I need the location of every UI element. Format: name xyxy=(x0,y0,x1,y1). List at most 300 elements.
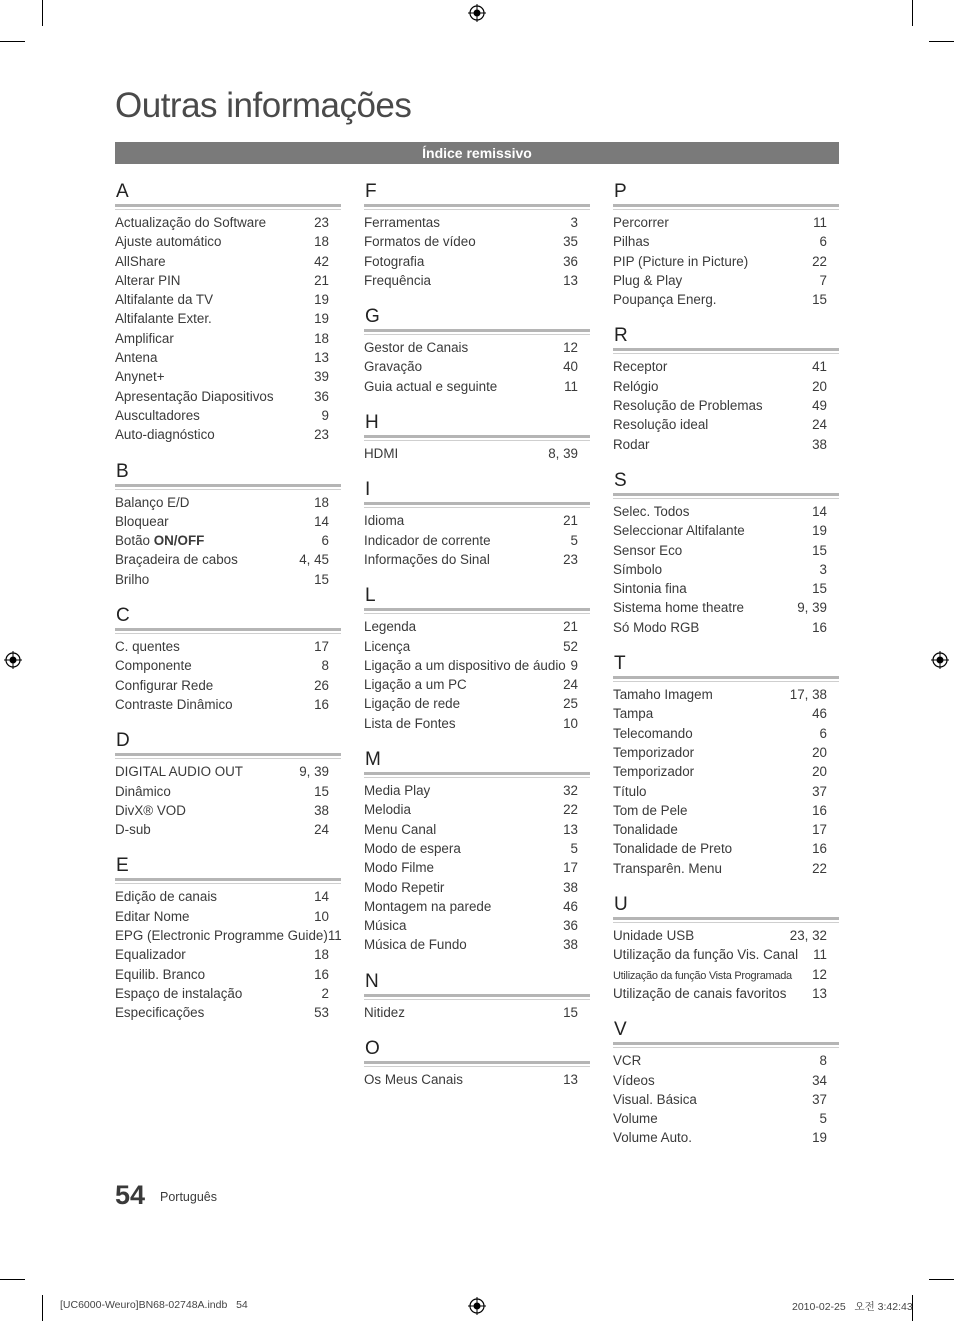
index-page-ref: 15 xyxy=(563,1004,578,1020)
index-term-text: Sensor Eco xyxy=(613,542,683,558)
index-entry xyxy=(613,579,839,598)
index-page-ref: 17 xyxy=(563,860,578,876)
crop-mark xyxy=(0,1279,25,1280)
index-term-text: Visual. Básica xyxy=(613,1091,697,1107)
divider xyxy=(364,999,590,1000)
index-entry xyxy=(364,617,590,636)
index-entry xyxy=(364,1003,590,1022)
index-term-text: Formatos de vídeo xyxy=(364,234,476,250)
index-entry xyxy=(613,820,839,839)
index-letter-heading: O xyxy=(364,1037,590,1064)
index-term-bold: ON/OFF xyxy=(153,533,205,549)
index-term-text: Tampa xyxy=(613,706,654,722)
index-term xyxy=(364,377,497,396)
index-entry xyxy=(613,859,839,878)
index-term-text: Volume xyxy=(613,1111,658,1127)
index-page-ref: 16 xyxy=(812,841,827,857)
index-term-text: Idioma xyxy=(364,513,405,529)
divider xyxy=(613,209,839,210)
index-page-ref: 13 xyxy=(812,985,827,1001)
page-number: 54 xyxy=(115,1180,146,1210)
index-entry xyxy=(115,945,341,964)
index-letter-heading: M xyxy=(364,748,590,775)
divider xyxy=(613,681,839,682)
index-term xyxy=(115,232,221,251)
index-page-ref: 6 xyxy=(819,725,827,741)
index-entry xyxy=(364,252,590,271)
index-term xyxy=(613,685,713,704)
page-language: Português xyxy=(160,1190,217,1204)
index-term-text: Melodia xyxy=(364,802,411,818)
section-header: Índice remissivo xyxy=(115,142,839,164)
index-entry xyxy=(115,271,341,290)
divider xyxy=(115,209,341,210)
index-term xyxy=(613,762,694,781)
index-page-ref: 16 xyxy=(314,696,329,712)
index-term-text: Brilho xyxy=(115,571,150,587)
index-term xyxy=(115,984,242,1003)
index-term xyxy=(364,935,467,954)
index-term-text: Nitidez xyxy=(364,1004,405,1020)
divider xyxy=(613,498,839,499)
index-group xyxy=(364,584,590,733)
index-term-text: Tonalidade de Preto xyxy=(613,841,733,857)
index-term xyxy=(613,926,694,945)
index-term-text: Bloquear xyxy=(115,513,169,529)
index-page-ref: 14 xyxy=(812,503,827,519)
index-entry xyxy=(613,1090,839,1109)
index-term xyxy=(613,377,658,396)
index-term-text: Ligação de rede xyxy=(364,696,461,712)
index-page-ref: 49 xyxy=(812,398,827,414)
index-term xyxy=(613,579,687,598)
index-page-ref: 20 xyxy=(812,764,827,780)
index-term-text: Altifalante da TV xyxy=(115,292,214,308)
index-term xyxy=(364,916,406,935)
index-term xyxy=(115,695,233,714)
index-term-text: Informações do Sinal xyxy=(364,551,490,567)
index-entry xyxy=(613,1128,839,1147)
index-term xyxy=(115,926,328,945)
index-term-text: Utilização da função Vista Programada xyxy=(613,969,792,982)
index-term xyxy=(115,965,205,984)
index-term-text: Configurar Rede xyxy=(115,677,214,693)
index-term xyxy=(613,1109,658,1128)
index-page-ref: 25 xyxy=(563,696,578,712)
crop-mark xyxy=(929,1279,954,1280)
index-letter-heading: D xyxy=(115,729,341,756)
index-term-text: Altifalante Exter. xyxy=(115,311,212,327)
index-entry xyxy=(115,570,341,589)
index-page-ref: 5 xyxy=(570,532,578,548)
index-group xyxy=(613,1018,839,1147)
index-term xyxy=(613,859,722,878)
index-entry xyxy=(613,271,839,290)
index-group xyxy=(364,1037,590,1089)
index-page-ref: 20 xyxy=(812,378,827,394)
index-page-ref: 17 xyxy=(812,822,827,838)
index-term xyxy=(115,676,213,695)
index-term-text: Guia actual e seguinte xyxy=(364,378,498,394)
index-entry xyxy=(115,820,341,839)
print-slug-timestamp: 2010-02-25 오전 3:42:43 xyxy=(792,1301,913,1313)
index-entry xyxy=(613,252,839,271)
index-term xyxy=(613,1128,692,1147)
index-entry xyxy=(364,935,590,954)
index-page-ref: 9, 39 xyxy=(299,764,329,780)
index-term xyxy=(115,945,186,964)
index-page-ref: 24 xyxy=(314,822,329,838)
index-group xyxy=(613,469,839,637)
index-page-ref: 23 xyxy=(314,427,329,443)
index-page-ref: 9 xyxy=(321,407,329,423)
divider xyxy=(115,489,341,490)
index-entry xyxy=(115,493,341,512)
index-term xyxy=(364,357,422,376)
index-group xyxy=(364,748,590,955)
index-entry xyxy=(115,232,341,251)
index-page-ref: 5 xyxy=(570,840,578,856)
index-term-text: Os Meus Canais xyxy=(364,1072,463,1088)
index-term xyxy=(364,511,404,530)
index-entry xyxy=(364,800,590,819)
index-group xyxy=(364,478,590,569)
index-term-text: Edição de canais xyxy=(115,889,217,905)
index-term-text: Auscultadores xyxy=(115,407,200,423)
index-term xyxy=(115,387,274,406)
index-term xyxy=(115,348,157,367)
index-letter-heading: L xyxy=(364,584,590,611)
index-entry xyxy=(115,531,341,550)
index-term-text: Pilhas xyxy=(613,234,650,250)
index-entry xyxy=(364,232,590,251)
index-term-text: Sistema home theatre xyxy=(613,600,744,616)
index-term xyxy=(115,762,243,781)
crop-mark xyxy=(42,1295,43,1321)
index-entry xyxy=(364,714,590,733)
index-page-ref: 42 xyxy=(314,253,329,269)
index-term-text: Relógio xyxy=(613,378,659,394)
index-page-ref: 6 xyxy=(321,533,329,549)
index-entry xyxy=(613,762,839,781)
index-entry xyxy=(364,916,590,935)
index-term-text: Seleccionar Altifalante xyxy=(613,523,745,539)
divider xyxy=(364,209,590,210)
crop-mark xyxy=(0,41,25,42)
divider xyxy=(364,613,590,614)
index-column-3 xyxy=(613,180,839,1163)
index-term-text: Ajuste automático xyxy=(115,234,222,250)
index-page-ref: 16 xyxy=(812,619,827,635)
index-entry xyxy=(613,801,839,820)
index-entry xyxy=(364,878,590,897)
index-term xyxy=(613,598,744,617)
index-page-ref: 23, 32 xyxy=(789,928,827,944)
index-page-ref: 32 xyxy=(563,783,578,799)
index-group xyxy=(613,324,839,453)
index-term xyxy=(115,213,266,232)
index-group xyxy=(115,729,341,839)
index-term-text: Equilib. Branco xyxy=(115,966,206,982)
index-term xyxy=(364,839,461,858)
index-term-text: Dinâmico xyxy=(115,783,171,799)
index-page-ref: 14 xyxy=(314,889,329,905)
index-entry xyxy=(115,252,341,271)
index-term xyxy=(613,396,763,415)
index-term-text: Alterar PIN xyxy=(115,272,181,288)
index-page-ref: 18 xyxy=(314,234,329,250)
index-entry xyxy=(613,1051,839,1070)
index-term-text: Gestor de Canais xyxy=(364,340,469,356)
index-page-ref: 20 xyxy=(812,744,827,760)
index-term xyxy=(613,213,669,232)
index-page-ref: 36 xyxy=(563,918,578,934)
index-page-ref: 3 xyxy=(570,215,578,230)
index-page-ref: 13 xyxy=(563,821,578,837)
index-term-text: Título xyxy=(613,783,647,799)
index-group xyxy=(115,604,341,714)
index-page-ref: 8, 39 xyxy=(548,446,578,462)
index-page-ref: 22 xyxy=(563,802,578,818)
index-page-ref: 40 xyxy=(563,359,578,375)
index-term xyxy=(613,820,678,839)
index-page-ref: 6 xyxy=(819,234,827,250)
index-entry xyxy=(115,926,341,945)
index-term-text: Braçadeira de cabos xyxy=(115,552,238,568)
index-term xyxy=(115,309,212,328)
index-entry xyxy=(115,329,341,348)
index-entry xyxy=(613,213,839,232)
index-term-text: Tamaho Imagem xyxy=(613,687,713,703)
index-page-ref: 38 xyxy=(812,436,827,452)
index-entry xyxy=(364,271,590,290)
index-term xyxy=(115,290,213,309)
index-entry xyxy=(115,984,341,1003)
index-term xyxy=(364,1003,405,1022)
divider xyxy=(364,334,590,335)
index-term xyxy=(613,1051,641,1070)
index-page-ref: 15 xyxy=(314,783,329,799)
index-column-2 xyxy=(364,180,590,1104)
index-entry xyxy=(613,415,839,434)
index-term-text: Actualização do Software xyxy=(115,215,267,230)
index-entry xyxy=(364,839,590,858)
index-page-ref: 14 xyxy=(314,513,329,529)
index-term-text: Editar Nome xyxy=(115,908,190,924)
index-page-ref: 13 xyxy=(563,1072,578,1088)
index-term-text: Temporizador xyxy=(613,744,695,760)
index-term-text: Lista de Fontes xyxy=(364,715,456,731)
index-term xyxy=(613,415,708,434)
index-page-ref: 13 xyxy=(314,350,329,366)
index-page-ref: 3 xyxy=(819,561,827,577)
index-term xyxy=(115,252,166,271)
index-page-ref: 38 xyxy=(314,802,329,818)
crop-mark xyxy=(929,41,954,42)
index-letter-heading: S xyxy=(613,469,839,496)
index-entry xyxy=(364,550,590,569)
index-entry xyxy=(364,820,590,839)
divider xyxy=(115,633,341,634)
index-entry xyxy=(115,1003,341,1022)
index-term xyxy=(613,435,649,454)
index-entry xyxy=(364,444,590,463)
index-term-text: C. quentes xyxy=(115,639,180,655)
index-term xyxy=(364,714,456,733)
index-entry xyxy=(613,435,839,454)
index-page-ref: 21 xyxy=(563,513,578,529)
divider xyxy=(115,758,341,759)
index-term-text: Música xyxy=(364,918,407,934)
index-term-text: Modo Filme xyxy=(364,860,434,876)
index-term-text: Volume Auto. xyxy=(613,1130,692,1146)
index-page-ref: 19 xyxy=(314,292,329,308)
index-term xyxy=(115,493,189,512)
index-page-ref: 15 xyxy=(812,542,827,558)
index-term-text: Receptor xyxy=(613,359,668,375)
index-letter-heading: V xyxy=(613,1018,839,1045)
index-entry xyxy=(613,724,839,743)
index-term xyxy=(115,512,169,531)
index-letter-heading: P xyxy=(613,180,839,207)
index-term-text: Resolução de Problemas xyxy=(613,398,763,414)
index-term-text: Percorrer xyxy=(613,215,669,230)
index-entry xyxy=(613,704,839,723)
divider xyxy=(115,883,341,884)
index-group xyxy=(613,893,839,1003)
index-entry xyxy=(613,1109,839,1128)
index-term xyxy=(364,656,566,675)
index-term-text: Vídeos xyxy=(613,1072,655,1088)
index-entry xyxy=(115,348,341,367)
index-entry xyxy=(364,377,590,396)
index-page-ref: 17, 38 xyxy=(789,687,827,703)
index-page-ref: 12 xyxy=(563,340,578,356)
index-term xyxy=(115,656,192,675)
index-term xyxy=(364,781,430,800)
index-page-ref: 11 xyxy=(564,378,578,394)
index-term xyxy=(613,560,662,579)
index-page-ref: 18 xyxy=(314,330,329,346)
index-entry xyxy=(613,502,839,521)
index-term-text: Utilização da função Vis. Canal xyxy=(613,947,799,963)
index-letter-heading: E xyxy=(115,854,341,881)
index-page-ref: 26 xyxy=(314,677,329,693)
index-term-text: Só Modo RGB xyxy=(613,619,700,635)
index-entry xyxy=(613,377,839,396)
index-page-ref: 11 xyxy=(813,947,827,963)
index-group xyxy=(613,180,839,309)
divider xyxy=(613,1047,839,1048)
index-term xyxy=(115,367,165,386)
index-page-ref: 34 xyxy=(812,1072,827,1088)
index-term xyxy=(613,945,798,964)
index-term xyxy=(364,213,440,232)
index-term-text: Componente xyxy=(115,658,192,674)
index-term-text: Indicador de corrente xyxy=(364,532,491,548)
index-page-ref: 16 xyxy=(812,802,827,818)
index-page-ref: 15 xyxy=(314,571,329,587)
index-term xyxy=(115,887,217,906)
index-group xyxy=(115,180,341,445)
index-entry xyxy=(613,541,839,560)
index-entry xyxy=(613,232,839,251)
index-entry xyxy=(115,801,341,820)
index-term xyxy=(613,232,649,251)
index-term xyxy=(364,338,468,357)
index-page-ref: 8 xyxy=(321,658,329,674)
index-term xyxy=(364,550,490,569)
index-term-text: Especificações xyxy=(115,1005,205,1021)
index-entry xyxy=(613,560,839,579)
index-term xyxy=(613,724,693,743)
index-term-text: Modo Repetir xyxy=(364,879,445,895)
index-entry xyxy=(613,945,839,964)
index-term xyxy=(115,570,149,589)
index-term-text: Utilização de canais favoritos xyxy=(613,985,787,1001)
print-slug-file: [UC6000-Weuro]BN68-02748A.indb 54 xyxy=(60,1299,248,1311)
index-page-ref: 4, 45 xyxy=(299,552,329,568)
index-term-text: Antena xyxy=(115,350,158,366)
index-entry xyxy=(364,357,590,376)
index-term xyxy=(364,675,467,694)
index-term xyxy=(613,1090,697,1109)
index-page-ref: 46 xyxy=(812,706,827,722)
index-term xyxy=(613,290,716,309)
index-page-ref: 5 xyxy=(819,1111,827,1127)
index-page-ref: 21 xyxy=(563,619,578,635)
index-term xyxy=(115,637,180,656)
index-term-text: Tom de Pele xyxy=(613,802,688,818)
index-term xyxy=(613,357,667,376)
index-entry xyxy=(115,406,341,425)
index-page-ref: 9, 39 xyxy=(797,600,827,616)
index-letter-heading: T xyxy=(613,652,839,679)
index-term xyxy=(613,502,689,521)
index-term-text: Resolução ideal xyxy=(613,417,709,433)
index-term xyxy=(364,252,424,271)
index-term xyxy=(364,637,410,656)
index-term xyxy=(613,1071,655,1090)
index-letter-heading: I xyxy=(364,478,590,505)
index-entry xyxy=(115,309,341,328)
index-letter-heading: R xyxy=(613,324,839,351)
index-page-ref: 35 xyxy=(563,234,578,250)
index-page-ref: 53 xyxy=(314,1005,329,1021)
index-term xyxy=(613,521,745,540)
index-term xyxy=(613,271,682,290)
index-term-text: Balanço E/D xyxy=(115,494,190,510)
index-entry xyxy=(115,637,341,656)
index-term xyxy=(115,782,171,801)
index-entry xyxy=(613,396,839,415)
index-group xyxy=(364,411,590,463)
index-entry xyxy=(613,1071,839,1090)
index-term xyxy=(115,801,186,820)
index-entry xyxy=(115,762,341,781)
index-page-ref: 11 xyxy=(327,928,342,944)
index-entry xyxy=(613,984,839,1003)
index-term xyxy=(613,839,732,858)
index-term-text: Licença xyxy=(364,638,411,654)
index-term-text: Montagem na parede xyxy=(364,898,492,914)
index-term xyxy=(613,541,682,560)
index-entry xyxy=(613,782,839,801)
index-entry xyxy=(115,387,341,406)
index-page-ref: 11 xyxy=(813,215,827,230)
index-term-text: Rodar xyxy=(613,436,650,452)
index-term-text: Modo de espera xyxy=(364,840,461,856)
